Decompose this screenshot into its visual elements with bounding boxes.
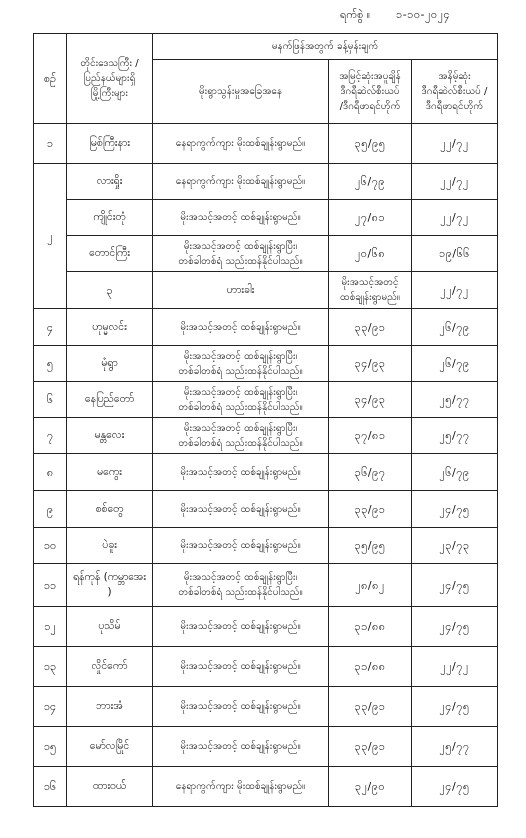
row-forecast	[153, 346, 329, 382]
table-row	[34, 418, 498, 454]
table-row	[34, 607, 498, 647]
table-row	[34, 346, 498, 382]
row-max-temp: ၃၇/၈၁	[329, 418, 412, 454]
forecast-line: မိုးအသင့်အတင့် ထစ်ချုန်းရွာပြီး၊	[183, 572, 298, 583]
forecast-line: မိုးအသင့်အတင့် ထစ်ချုန်းရွာမည်။	[180, 741, 301, 752]
row-no: ၆	[34, 382, 67, 418]
header-city-line: တိုင်းဒေသကြီး /	[80, 58, 139, 69]
row-no: ၁၅	[34, 727, 67, 767]
row-min-temp: ၂၄/၇၅	[412, 607, 498, 647]
table-row	[34, 200, 498, 236]
row-city: ဟုမ္မလင်း	[67, 309, 153, 346]
row-min-temp: ၂၂/၇၂	[412, 200, 498, 236]
row-city: စစ်တွေ	[67, 491, 153, 528]
row-no: ၉	[34, 491, 67, 528]
table-row	[34, 454, 498, 491]
table-row	[34, 124, 498, 164]
row-city: ကျိုင်းတုံ	[67, 200, 153, 236]
row-min-temp: ၂၆/၇၉	[412, 309, 498, 346]
forecast-line: မိုးအသင့်အတင့် ထစ်ချုန်းရွာမည်။	[180, 212, 301, 223]
row-min-temp: ၂၂/၇၂	[412, 164, 498, 200]
row-no: ၁၁	[34, 564, 67, 607]
row-forecast	[153, 418, 329, 454]
row-forecast	[153, 687, 329, 727]
row-city: လားရှိုး	[67, 164, 153, 200]
header-city	[67, 34, 153, 124]
header-max-line: /ဒီဂရီဖာရင်ဟိုက်	[339, 101, 401, 112]
table-row	[34, 309, 498, 346]
row-no: ၅	[34, 346, 67, 382]
table-row	[34, 382, 498, 418]
forecast-line: နေရာကွက်ကျား မိုးထစ်ချုန်းရွာမည်။	[175, 176, 306, 187]
header-max-line: ဒီဂရီဆဲလ်စီးယပ်	[340, 86, 400, 97]
forecast-line: မိုးအသင့်အတင့် ထစ်ချုန်းရွာပြီး၊	[183, 422, 298, 434]
row-forecast	[153, 647, 329, 687]
forecast-line: မိုးအသင့်အတင့် ထစ်ချုန်းရွာမည်။	[180, 621, 301, 632]
row-max-temp: ၂၂/၇၂	[412, 272, 498, 309]
row-no: ၁၄	[34, 687, 67, 727]
row-no: ၁၂	[34, 607, 67, 647]
row-max-temp: ၃၄/၉၃	[329, 382, 412, 418]
row-city: တောင်ကြီး	[67, 236, 153, 272]
row-min-temp: ၂၃/၇၃	[412, 528, 498, 564]
header-max-line: အမြင့်ဆုံးအပူချိန်	[339, 71, 401, 82]
row-city: ထားဝယ်	[67, 767, 153, 807]
forecast-line: တစ်ခါတစ်ရံ သည်းထန်နိုင်ပါသည်။	[178, 365, 303, 377]
row-forecast	[153, 164, 329, 200]
row-min-temp: ၂၅/၇၇	[412, 382, 498, 418]
forecast-line: မိုးအသင့်အတင့် ထစ်ချုန်းရွာပြီး၊	[183, 350, 298, 362]
row-min-temp: ၂၆/၇၉	[412, 346, 498, 382]
forecast-line: မိုးအသင့်အတင့် ထစ်ချုန်းရွာမည်။	[340, 277, 400, 303]
row-max-temp: ၃၅/၉၅	[329, 528, 412, 564]
table-row	[34, 687, 498, 727]
row-min-temp: ၂၄/၇၅	[412, 564, 498, 607]
table-row	[34, 164, 498, 200]
header-max-temp	[329, 60, 412, 124]
row-min-temp: ၂၅/၇၇	[412, 418, 498, 454]
row-max-temp: ၂၈/၈၂	[329, 564, 412, 607]
header-min-line: ဒီဂရီဆဲလ်စီးယပ် /	[421, 86, 488, 97]
row-min-temp: ၁၉/၆၆	[412, 236, 498, 272]
date-label: ရက်စွဲ ။	[340, 8, 371, 21]
row-forecast	[153, 382, 329, 418]
row-city: ဘားအံ	[67, 687, 153, 727]
row-forecast	[153, 309, 329, 346]
header-min-line: ဒီဂရီဖာရင်ဟိုက်	[425, 101, 484, 112]
table-row	[34, 767, 498, 807]
forecast-line: မိုးအသင့်အတင့် ထစ်ချုန်းရွာမည်။	[180, 540, 301, 551]
row-max-temp: ၂၆/၇၉	[329, 164, 412, 200]
header-min-temp	[412, 60, 498, 124]
forecast-line: မိုးအသင့်အတင့် ထစ်ချုန်းရွာမည်။	[180, 701, 301, 712]
forecast-line: နေရာကွက်ကျား မိုးထစ်ချုန်းရွာမည်။	[175, 138, 306, 149]
row-min-temp: ၂၂/၇၂	[412, 647, 498, 687]
forecast-line: တစ်ခါတစ်ရံ သည်းထန်နိုင်ပါသည်။	[178, 401, 303, 413]
forecast-line: တစ်ခါတစ်ရံ သည်းထန်နိုင်ပါသည်။	[178, 587, 303, 598]
row-min-temp: ၂၄/၇၅	[412, 687, 498, 727]
row-forecast	[153, 767, 329, 807]
header-min-line: အနိမ့်ဆုံး	[438, 71, 471, 82]
row-city: မန္တလေး	[67, 418, 153, 454]
row-max-temp: ၃၁/၈၈	[329, 647, 412, 687]
forecast-line: မိုးအသင့်အတင့် ထစ်ချုန်းရွာမည်။	[180, 466, 301, 478]
row-no: ၂	[34, 164, 67, 309]
row-min-temp: ၂၂/၇၂	[412, 124, 498, 164]
forecast-line: တစ်ခါတစ်ရံ သည်းထန်နိုင်ပါသည်။	[178, 437, 303, 449]
row-max-temp: ၃၅/၉၅	[329, 124, 412, 164]
row-city: မြစ်ကြီးနား	[67, 124, 153, 164]
forecast-line: နေရာကွက်ကျား မိုးထစ်ချုန်းရွာမည်။	[175, 781, 306, 792]
table-row	[34, 491, 498, 528]
row-min-temp: ၂၄/၇၅	[412, 491, 498, 528]
date-value: ၁-၁၀-၂၀၂၄	[396, 8, 451, 21]
row-city: မကွေး	[67, 454, 153, 491]
table-row	[34, 528, 498, 564]
header-city-line: မြို့ကြီးများ	[91, 88, 128, 99]
table-row	[34, 727, 498, 767]
row-city: နေပြည်တော်	[67, 382, 153, 418]
row-min-temp: ၂၆/၇၉	[412, 454, 498, 491]
row-forecast	[153, 528, 329, 564]
table-header	[34, 34, 498, 124]
row-min-temp: ၂၅/၇၇	[412, 727, 498, 767]
forecast-line: မိုးအသင့်အတင့် ထစ်ချုန်းရွာမည်။	[180, 321, 301, 333]
row-forecast	[153, 200, 329, 236]
header-no: စဉ်	[34, 34, 67, 124]
row-forecast	[153, 491, 329, 528]
row-forecast	[153, 564, 329, 607]
forecast-line: မိုးအသင့်အတင့် ထစ်ချုန်းရွာပြီး၊	[183, 240, 298, 252]
table-row	[34, 236, 498, 272]
header-group: မနက်ဖြန်အတွက် ခန့်မှန်းချက်	[153, 34, 498, 60]
row-no: ၇	[34, 418, 67, 454]
row-max-temp: ၃၃/၉၁	[329, 309, 412, 346]
row-forecast	[153, 124, 329, 164]
header-city-line: ပြည်နယ်များရှိ	[83, 73, 136, 84]
row-city: ဟားခါး	[153, 272, 329, 309]
row-max-temp: ၃၃/၉၁	[329, 491, 412, 528]
row-forecast	[153, 236, 329, 272]
row-no: ၁၆	[34, 767, 67, 807]
row-no: ၁	[34, 124, 67, 164]
forecast-table	[33, 33, 498, 807]
row-no: ၁၃	[34, 647, 67, 687]
row-city: ပဲခူး	[67, 528, 153, 564]
forecast-line: မိုးအသင့်အတင့် ထစ်ချုန်းရွာမည်။	[180, 661, 301, 672]
forecast-line: တစ်ခါတစ်ရံ သည်းထန်နိုင်ပါသည်။	[178, 255, 303, 267]
table-row	[34, 564, 498, 607]
table-row	[34, 272, 498, 309]
row-max-temp: ၃၃/၉၁	[329, 687, 412, 727]
row-min-temp: ၂၄/၇၅	[412, 767, 498, 807]
row-city: မုံရွာ	[67, 346, 153, 382]
row-forecast	[153, 607, 329, 647]
row-no: ၈	[34, 454, 67, 491]
row-max-temp: ၃၂/၉၀	[329, 767, 412, 807]
row-no: ၃	[67, 272, 153, 309]
row-max-temp: ၂၀/၆၈	[329, 236, 412, 272]
row-max-temp: ၂၇/၈၁	[329, 200, 412, 236]
row-city: မော်လမြိုင်	[67, 727, 153, 767]
table-body	[34, 124, 498, 807]
date-line	[300, 8, 500, 26]
forecast-line: မိုးအသင့်အတင့် ထစ်ချုန်းရွာမည်။	[180, 503, 301, 515]
row-city: လှိုင်ကော်	[67, 647, 153, 687]
row-max-temp: ၃၁/၈၈	[329, 607, 412, 647]
row-city: ရန်ကုန် (ကမ္ဘာအေး )	[67, 564, 153, 607]
row-forecast	[329, 272, 412, 309]
row-no: ၁၀	[34, 528, 67, 564]
row-no: ၄	[34, 309, 67, 346]
table-row	[34, 647, 498, 687]
row-max-temp: ၃၄/၉၃	[329, 346, 412, 382]
row-forecast	[153, 454, 329, 491]
row-max-temp: ၃၆/၉၇	[329, 454, 412, 491]
row-city: ပုသိမ်	[67, 607, 153, 647]
forecast-line: မိုးအသင့်အတင့် ထစ်ချုန်းရွာပြီး၊	[183, 386, 298, 398]
row-forecast	[153, 727, 329, 767]
row-max-temp: ၃၃/၉၁	[329, 727, 412, 767]
header-forecast: မိုးရွာသွန်းမှုအခြေအနေ	[153, 60, 329, 124]
